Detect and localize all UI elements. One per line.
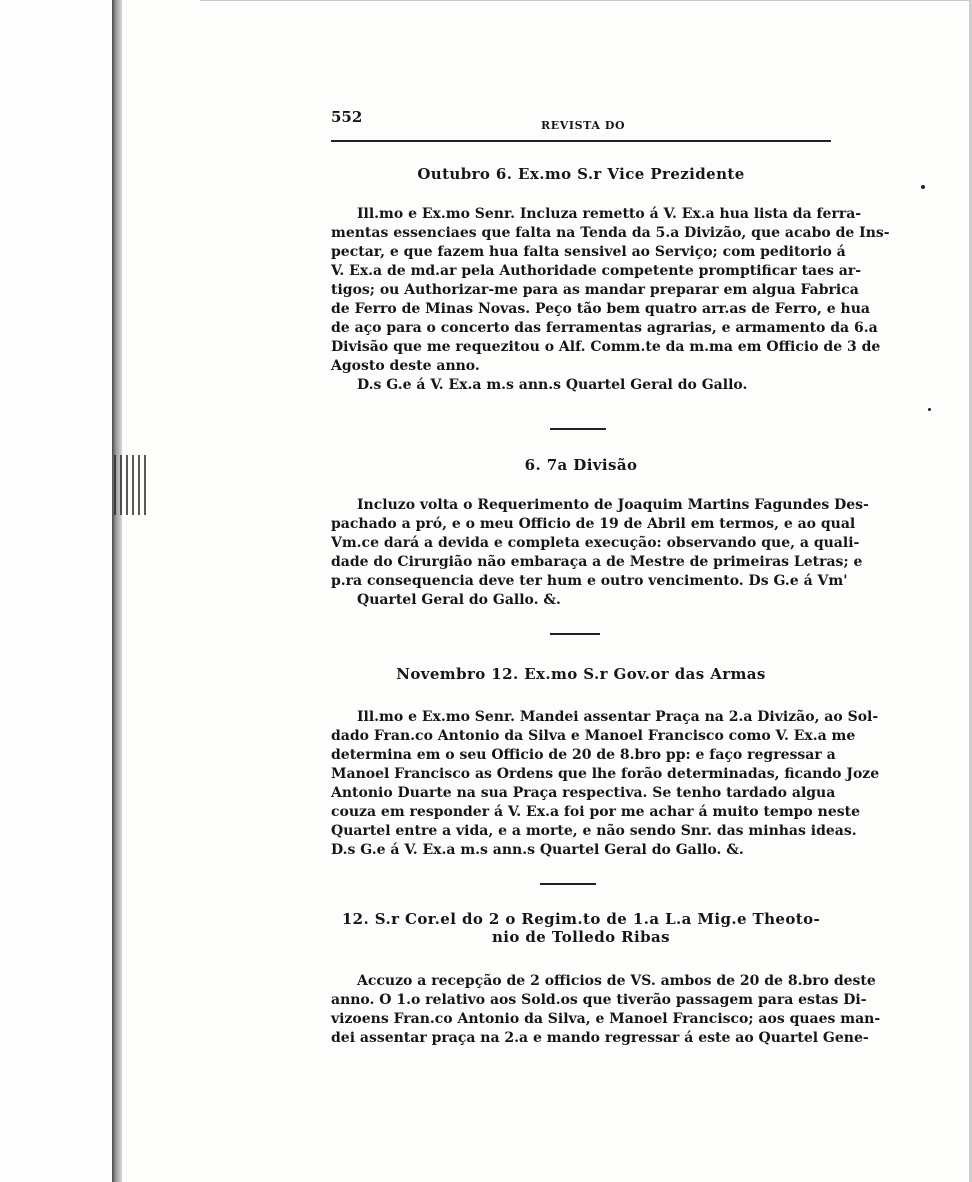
ink-speck — [921, 185, 925, 189]
section-divider — [550, 633, 600, 635]
closing-line: Quartel Geral do Gallo. &. — [357, 592, 561, 608]
text-line: Incluzo volta o Requerimento de Joaquim Martins Fagundes Des- — [357, 497, 869, 513]
text-line: pachado a pró, e o meu Officio de 19 de Abril em termos, e ao qual — [331, 516, 856, 532]
section-title: Novembro 12. Ex.mo S.r Gov.or das Armas — [396, 665, 766, 683]
section-title-line: nio de Tolledo Ribas — [491, 928, 670, 946]
text-line: D.s G.e á V. Ex.a m.s ann.s Quartel Geral do Gallo. &. — [331, 842, 744, 858]
header-rule — [331, 140, 831, 142]
text-line: dado Fran.co Antonio da Silva e Manoel Francisco como V. Ex.a me — [331, 728, 856, 744]
ink-speck — [928, 408, 931, 411]
binding-edge — [112, 0, 122, 1182]
text-line: dei assentar praça na 2.a e mando regressar á este ao Quartel Gene- — [331, 1030, 869, 1046]
text-line: Accuzo a recepção de 2 officios de VS. ambos de 20 de 8.bro deste — [357, 973, 876, 989]
binding-stitch-mark — [114, 455, 150, 515]
running-head: REVISTA DO — [541, 119, 626, 132]
section-divider — [540, 883, 596, 885]
section-divider — [550, 428, 606, 430]
page-number: 552 — [331, 108, 363, 126]
text-line: Antonio Duarte na sua Praça respectiva. Se tenho tardado algua — [331, 785, 836, 801]
text-line: Quartel entre a vida, e a morte, e não sendo Snr. das minhas ideas. — [331, 823, 857, 839]
section-title: 6. 7a Divisão — [524, 456, 638, 474]
text-line: Divisão que me requezitou o Alf. Comm.te da m.ma em Officio de 3 de — [331, 339, 881, 355]
text-line: anno. O 1.o relativo aos Sold.os que tiverão passagem para estas Di- — [331, 992, 867, 1008]
closing-line: D.s G.e á V. Ex.a m.s ann.s Quartel Geral do Gallo. — [357, 377, 748, 393]
page-margin — [0, 0, 112, 1182]
text-line: Vm.ce dará a devida e completa execução: observando que, a quali- — [331, 535, 860, 551]
text-line: vizoens Fran.co Antonio da Silva, e Manoel Francisco; aos quaes man- — [331, 1011, 881, 1027]
text-line: mentas essenciaes que falta na Tenda da 5.a Divizão, que acabo de Ins- — [331, 225, 890, 241]
text-line: p.ra consequencia deve ter hum e outro vencimento. Ds G.e á Vm' — [331, 573, 848, 589]
section-body — [331, 205, 890, 395]
text-line: Agosto deste anno. — [331, 358, 480, 374]
text-line: pectar, e que fazem hua falta sensivel ao Serviço; com peditorio á — [331, 244, 846, 260]
section-body — [331, 496, 869, 610]
text-line: Manoel Francisco as Ordens que lhe forão determinadas, ficando Joze — [331, 766, 880, 782]
text-line: Ill.mo e Ex.mo Senr. Incluza remetto á V. Ex.a hua lista da ferra- — [357, 206, 862, 222]
text-line: de Ferro de Minas Novas. Peço tão bem quatro arr.as de Ferro, e hua — [331, 301, 870, 317]
section-body — [331, 972, 881, 1048]
text-line: determina em o seu Officio de 20 de 8.bro pp: e faço regressar a — [331, 747, 836, 763]
text-line: dade do Cirurgião não embaraça a de Mestre de primeiras Letras; e — [331, 554, 863, 570]
text-line: tigos; ou Authorizar-me para as mandar preparar em algua Fabrica — [331, 282, 859, 298]
scan-top-edge — [200, 0, 972, 1]
text-line: couza em responder á V. Ex.a foi por me achar á muito tempo neste — [331, 804, 860, 820]
text-line: V. Ex.a de md.ar pela Authoridade competente promptificar taes ar- — [331, 263, 862, 279]
section-title-line: 12. S.r Cor.el do 2 o Regim.to de 1.a L.a Mig.e Theoto- — [341, 910, 821, 928]
text-line: de aço para o concerto das ferramentas agrarias, e armamento da 6.a — [331, 320, 878, 336]
section-body — [331, 708, 880, 860]
text-line: Ill.mo e Ex.mo Senr. Mandei assentar Praça na 2.a Divizão, ao Sol- — [357, 709, 879, 725]
section-title: Outubro 6. Ex.mo S.r Vice Prezidente — [417, 165, 745, 183]
